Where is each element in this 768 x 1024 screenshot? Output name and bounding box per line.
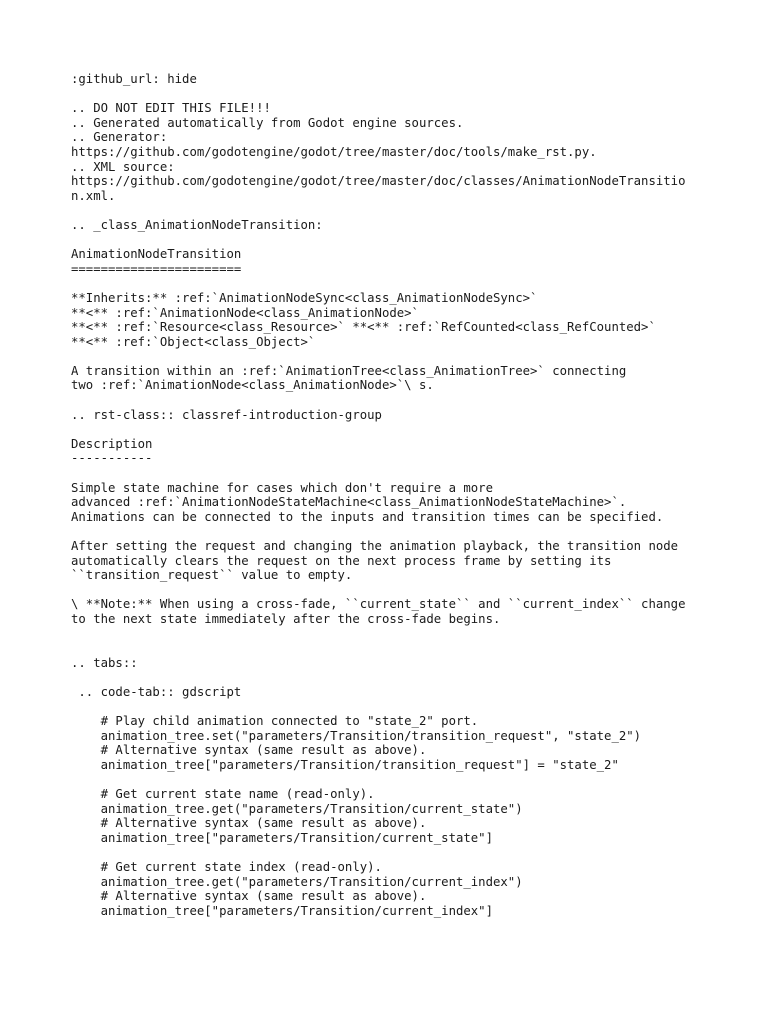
text-line: Simple state machine for cases which don't require a more [71, 480, 493, 495]
text-line [71, 583, 708, 598]
text-line: animation_tree["parameters/Transition/current_state"] [71, 830, 493, 845]
text-line: **<** :ref:`Object<class_Object>` [71, 334, 316, 349]
text-line: animation_tree["parameters/Transition/current_index"] [71, 903, 493, 918]
text-line: animation_tree.get("parameters/Transition/current_state") [71, 801, 523, 816]
text-line: .. DO NOT EDIT THIS FILE!!! [71, 101, 271, 116]
text-line: automatically clears the request on the next process frame by setting its [71, 553, 612, 568]
text-line [71, 524, 708, 539]
text-line [71, 87, 708, 102]
text-line: **<** :ref:`AnimationNode<class_AnimationNode>` [71, 305, 419, 320]
text-line [71, 393, 708, 408]
text-line [71, 233, 708, 248]
text-line: two :ref:`AnimationNode<class_AnimationNode>`\ s. [71, 378, 434, 393]
text-line [71, 203, 708, 218]
text-line: # Get current state index (read-only). [71, 860, 382, 875]
text-line: # Alternative syntax (same result as above). [71, 816, 427, 831]
text-line: .. Generator: [71, 130, 168, 145]
text-line [71, 349, 708, 364]
text-line [71, 670, 708, 685]
text-line [71, 773, 708, 788]
text-line: .. _class_AnimationNodeTransition: [71, 217, 323, 232]
text-line: .. rst-class:: classref-introduction-group [71, 407, 382, 422]
text-line: \ **Note:** When using a cross-fade, ``current_state`` and ``current_index`` change [71, 597, 686, 612]
text-line: .. code-tab:: gdscript [71, 684, 242, 699]
text-line: **Inherits:** :ref:`AnimationNodeSync<class_AnimationNodeSync>` [71, 290, 538, 305]
text-line: https://github.com/godotengine/godot/tree/master/doc/classes/AnimationNodeTransitio [71, 174, 686, 189]
text-line: animation_tree.set("parameters/Transition/transition_request", "state_2") [71, 728, 642, 743]
text-line [71, 627, 708, 642]
text-line [71, 845, 708, 860]
text-line [71, 700, 708, 715]
text-line [71, 422, 708, 437]
text-line: # Get current state name (read-only). [71, 787, 375, 802]
text-line [71, 466, 708, 481]
text-line: to the next state immediately after the cross-fade begins. [71, 611, 501, 626]
text-line: .. XML source: [71, 159, 175, 174]
text-line [71, 641, 708, 656]
text-line: AnimationNodeTransition [71, 247, 242, 262]
text-line: n.xml. [71, 188, 116, 203]
text-line: advanced :ref:`AnimationNodeStateMachine<class_AnimationNodeStateMachine>`. [71, 495, 627, 510]
text-line: **<** :ref:`Resource<class_Resource>` **<** :ref:`RefCounted<class_RefCounted>` [71, 320, 656, 335]
text-line: # Alternative syntax (same result as above). [71, 889, 427, 904]
text-line: .. tabs:: [71, 655, 138, 670]
text-line: # Play child animation connected to "state_2" port. [71, 714, 479, 729]
text-line: ----------- [71, 451, 153, 466]
text-line: ======================= [71, 261, 242, 276]
text-line: After setting the request and changing the animation playback, the transition node [71, 539, 679, 553]
text-line: # Alternative syntax (same result as above). [71, 743, 427, 758]
text-line: Animations can be connected to the inputs and transition times can be specified. [71, 509, 664, 524]
text-line: animation_tree.get("parameters/Transition/current_index") [71, 874, 523, 889]
text-line: https://github.com/godotengine/godot/tree/master/doc/tools/make_rst.py. [71, 144, 597, 159]
text-line [71, 276, 708, 291]
text-line: .. Generated automatically from Godot engine sources. [71, 115, 464, 130]
text-line: :github_url: hide [71, 72, 197, 86]
text-line: ``transition_request`` value to empty. [71, 568, 353, 583]
text-line: animation_tree["parameters/Transition/transition_request"] = "state_2" [71, 757, 619, 772]
text-line: A transition within an :ref:`AnimationTree<class_AnimationTree>` connecting [71, 363, 627, 378]
text-line: Description [71, 436, 153, 451]
